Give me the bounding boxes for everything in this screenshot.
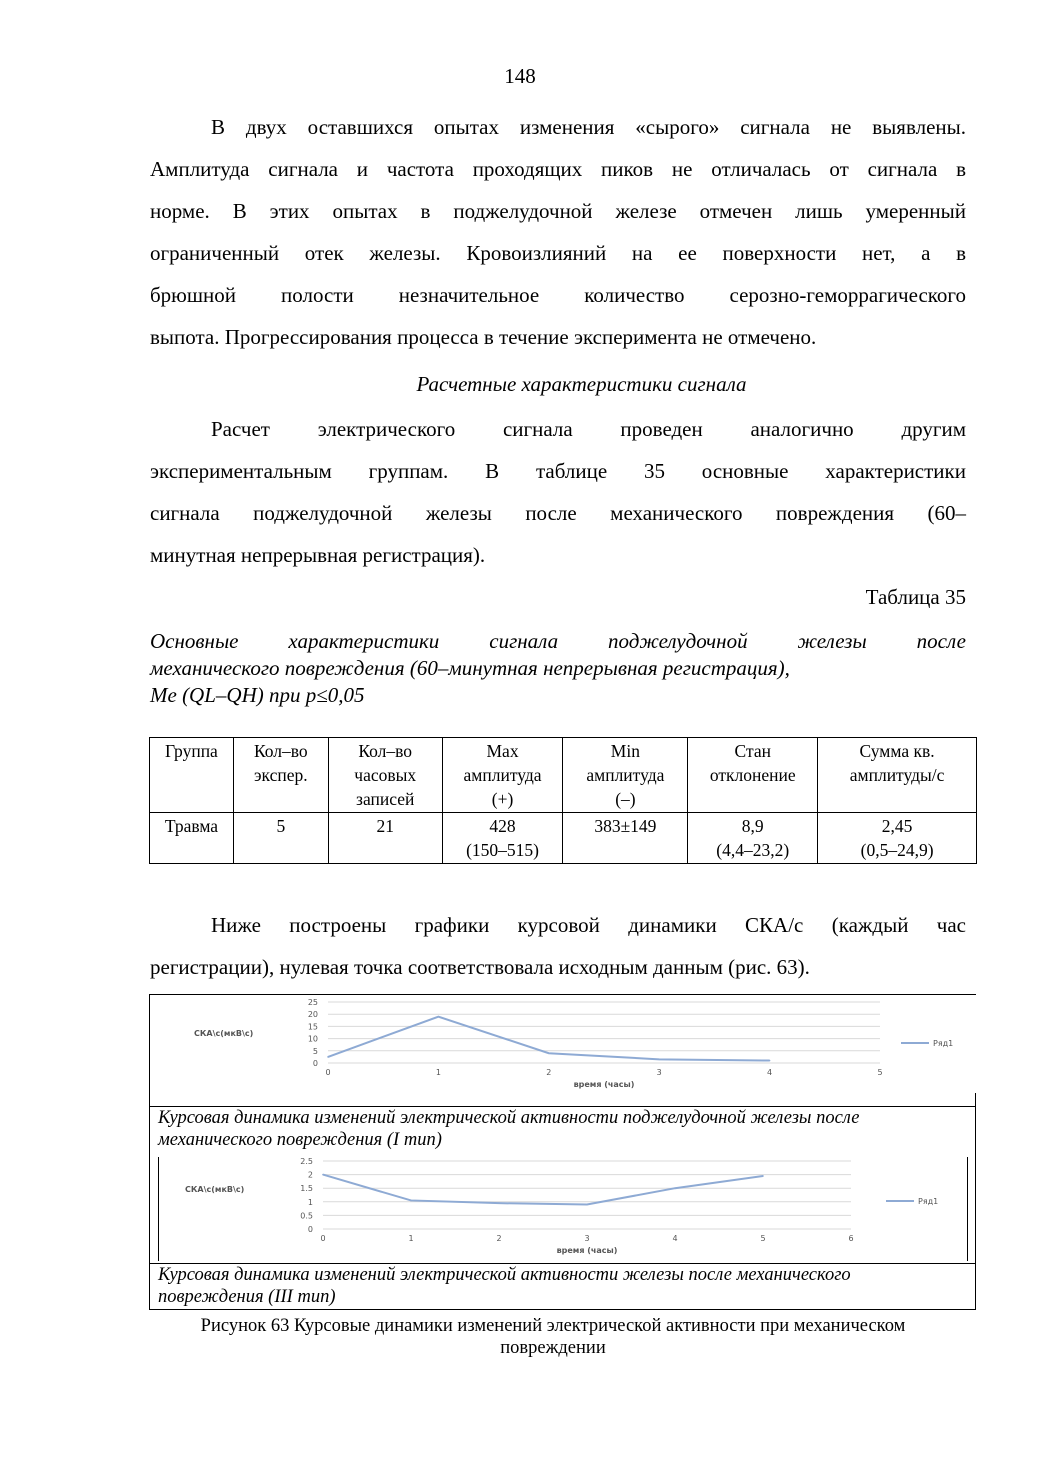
paragraph-line: Расчет электрического сигнала проведен аналогично другим [211, 417, 966, 441]
paragraph-line: ограниченный отек железы. Кровоизлияний на ее поверхности нет, а в [150, 241, 966, 265]
paragraph-line: В двух оставшихся опытах изменения «сырого» сигнала не выявлены. [211, 115, 966, 139]
x-tick-label: 1 [435, 1068, 441, 1077]
x-tick-label: 4 [767, 1068, 773, 1077]
y-tick-label: 1.5 [300, 1184, 313, 1194]
y-tick-label: 20 [307, 1010, 318, 1020]
y-axis-label: СКА\с(мкВ\с) [185, 1185, 245, 1194]
table-caption-line: механического повреждения (60–минутная непрерывная регистрация), [150, 656, 790, 680]
x-tick-label: 0 [325, 1068, 331, 1077]
data-point [322, 1174, 324, 1176]
table-cell: 383±149 [563, 813, 688, 864]
table-caption [150, 628, 966, 709]
y-tick-label: 2 [307, 1170, 313, 1180]
x-tick-label: 3 [656, 1068, 662, 1077]
y-tick-label: 0 [307, 1225, 313, 1234]
series-line [323, 1175, 763, 1205]
x-axis-label: время (часы) [573, 1080, 635, 1089]
y-tick-label: 15 [307, 1022, 318, 1032]
paragraph-3 [150, 904, 966, 988]
x-tick-label: 4 [672, 1234, 678, 1243]
figure-caption-line: повреждении [500, 1338, 606, 1358]
paragraph-line: Амплитуда сигнала и частота проходящих пиков не отличалась от сигнала в [150, 157, 966, 181]
x-tick-label: 2 [496, 1234, 502, 1243]
data-point [658, 1059, 660, 1061]
table-cell: 428 (150–515) [442, 813, 563, 864]
chart-caption-line: Курсовая динамика изменений электрической активности поджелудочной железы после [158, 1108, 860, 1128]
figure-caption-line: Рисунок 63 Курсовые динамики изменений электрической активности при механическом [200, 1316, 906, 1336]
paragraph-line: минутная непрерывная регистрация). [150, 543, 486, 567]
paragraph-1 [150, 106, 966, 358]
x-tick-label: 5 [760, 1234, 766, 1243]
data-point [410, 1200, 412, 1202]
y-tick-label: 2.5 [300, 1157, 313, 1166]
table-cell: 2,45 (0,5–24,9) [818, 813, 977, 864]
figure-caption [120, 1315, 986, 1359]
paragraph-line: выпота. Прогрессирования процесса в течение эксперимента не отмечено. [150, 325, 817, 349]
paragraph-line: сигнала поджелудочной железы после механического повреждения (60– [150, 501, 966, 525]
y-tick-label: 1 [307, 1197, 313, 1207]
data-point [762, 1175, 764, 1177]
paragraph-line: норме. В этих опытах в поджелудочной железе отмечен лишь умеренный [150, 199, 966, 223]
paragraph-2 [150, 408, 966, 576]
data-point [438, 1016, 440, 1018]
paragraph-line: брюшной полости незначительное количество серозно-геморрагического [150, 283, 966, 307]
table-header-row [150, 738, 977, 813]
paragraph-line: экспериментальным группам. В таблице 35 основные характеристики [150, 459, 966, 483]
chart-2-container [158, 1157, 968, 1261]
paragraph-line: Ниже построены графики курсовой динамики СКА/с (каждый час [211, 913, 966, 937]
table-header-cell: Кол–во экспер. [233, 738, 328, 813]
legend-label: Ряд1 [918, 1197, 939, 1206]
x-tick-label: 6 [848, 1234, 854, 1243]
chart-1-container [158, 995, 976, 1093]
chart-caption-line: механического повреждения (I тип) [158, 1130, 442, 1150]
x-tick-label: 3 [584, 1234, 590, 1243]
y-tick-label: 0.5 [300, 1211, 313, 1221]
y-axis-label: СКА\с(мкВ\с) [194, 1029, 254, 1038]
chart-caption-line: Курсовая динамика изменений электрической активности железы после механического [158, 1265, 851, 1285]
table-header-cell: Стан отклонение [688, 738, 818, 813]
y-tick-label: 0 [312, 1059, 318, 1068]
table-header-cell: Max амплитуда (+) [442, 738, 563, 813]
x-tick-label: 1 [408, 1234, 414, 1243]
table-row [150, 813, 977, 864]
y-tick-label: 5 [312, 1046, 318, 1056]
x-axis-label: время (часы) [556, 1246, 618, 1255]
chart-1-caption [150, 1106, 975, 1151]
chart-2 [159, 1157, 965, 1261]
table-header-cell: Min амплитуда (–) [563, 738, 688, 813]
x-tick-label: 2 [546, 1068, 552, 1077]
y-tick-label: 25 [307, 998, 318, 1007]
paragraph-line: регистрации), нулевая точка соответствовала исходным данным (рис. 63). [150, 955, 810, 979]
chart-1 [158, 995, 976, 1093]
legend-label: Ряд1 [933, 1039, 954, 1048]
table-caption-line: Me (QL–QH) при p≤0,05 [150, 683, 365, 707]
table-header-cell: Кол–во часовых записей [328, 738, 442, 813]
chart-caption-line: повреждения (III тип) [158, 1287, 336, 1307]
table-cell: 8,9 (4,4–23,2) [688, 813, 818, 864]
data-point [674, 1187, 676, 1189]
table-header-cell: Сумма кв. амплитуды/с [818, 738, 977, 813]
x-tick-label: 5 [877, 1068, 883, 1077]
table-cell: 21 [328, 813, 442, 864]
page-number: 148 [504, 64, 536, 88]
x-tick-label: 0 [320, 1234, 326, 1243]
table-header-cell: Группа [150, 738, 234, 813]
table-cell: Травма [150, 813, 234, 864]
table-caption-line: Основные характеристики сигнала поджелудочной железы после [150, 629, 966, 653]
data-point [769, 1060, 771, 1062]
data-point [586, 1204, 588, 1206]
data-point [548, 1052, 550, 1054]
figure-63 [149, 994, 976, 1310]
section-subheading: Расчетные характеристики сигнала [416, 372, 747, 396]
chart-2-caption [150, 1263, 975, 1308]
table-number: Таблица 35 [865, 585, 966, 609]
table-cell: 5 [233, 813, 328, 864]
y-tick-label: 10 [307, 1034, 318, 1044]
data-point [327, 1056, 329, 1058]
data-point [498, 1202, 500, 1204]
characteristics-table [149, 737, 977, 864]
